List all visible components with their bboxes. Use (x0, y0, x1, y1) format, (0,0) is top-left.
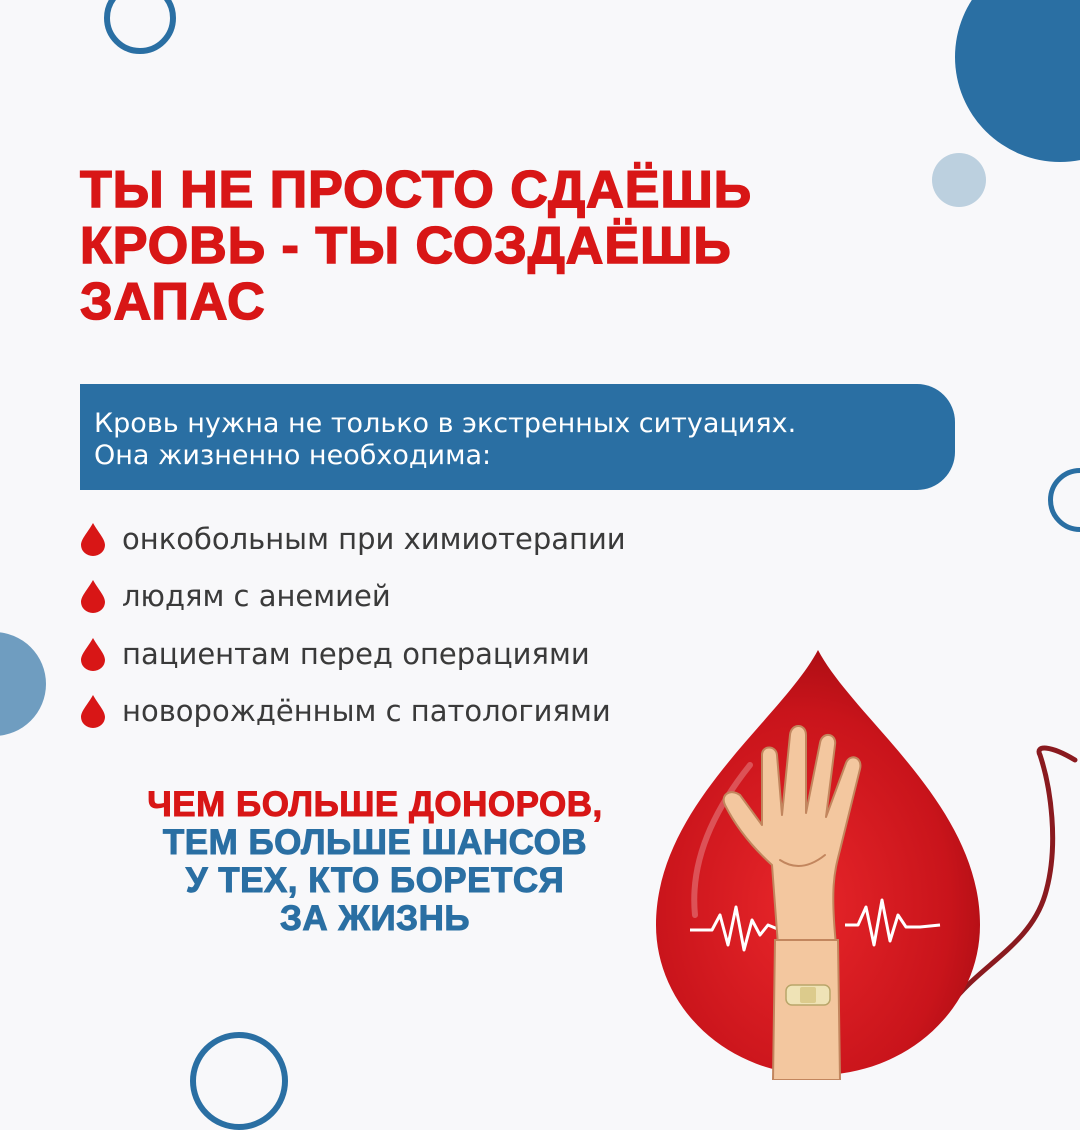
list-item (80, 568, 626, 626)
decorative-ring-right (1048, 468, 1080, 532)
blood-drop-icon (80, 637, 106, 671)
slogan-line-2: ТЕМ БОЛЬШЕ ШАНСОВ (162, 823, 588, 862)
blood-drop-icon (80, 579, 106, 613)
list-item (80, 510, 626, 568)
need-list (80, 510, 626, 740)
headline (80, 162, 960, 330)
list-item-label: людям с анемией (122, 579, 391, 614)
slogan-line-4: ЗА ЖИЗНЬ (279, 899, 471, 938)
info-box (80, 384, 955, 490)
headline-line-3: ЗАПАС (80, 273, 266, 331)
decorative-ring-top (104, 0, 176, 54)
blood-drop-hand-illustration (650, 645, 1080, 1080)
decorative-circle-left (0, 632, 46, 736)
list-item (80, 683, 626, 741)
list-item-label: онкобольным при химиотерапии (122, 521, 626, 556)
decorative-circle-top-right (955, 0, 1080, 162)
blood-drop-icon (80, 694, 106, 728)
list-item-label: новорождённым с патологиями (122, 694, 611, 729)
decorative-ring-bottom (190, 1032, 288, 1130)
list-item-label: пациентам перед операциями (122, 636, 590, 671)
slogan (60, 786, 690, 938)
blood-drop-icon (80, 522, 106, 556)
list-item (80, 625, 626, 683)
headline-line-2: КРОВЬ - ТЫ СОЗДАЁШЬ (80, 217, 732, 275)
info-line-1: Кровь нужна не только в экстренных ситуациях. (94, 408, 797, 439)
slogan-line-3: У ТЕХ, КТО БОРЕТСЯ (185, 861, 565, 900)
headline-line-1: ТЫ НЕ ПРОСТО СДАЁШЬ (80, 161, 753, 219)
info-line-2: Она жизненно необходима: (94, 440, 492, 471)
slogan-line-1: ЧЕМ БОЛЬШЕ ДОНОРОВ, (147, 785, 603, 824)
